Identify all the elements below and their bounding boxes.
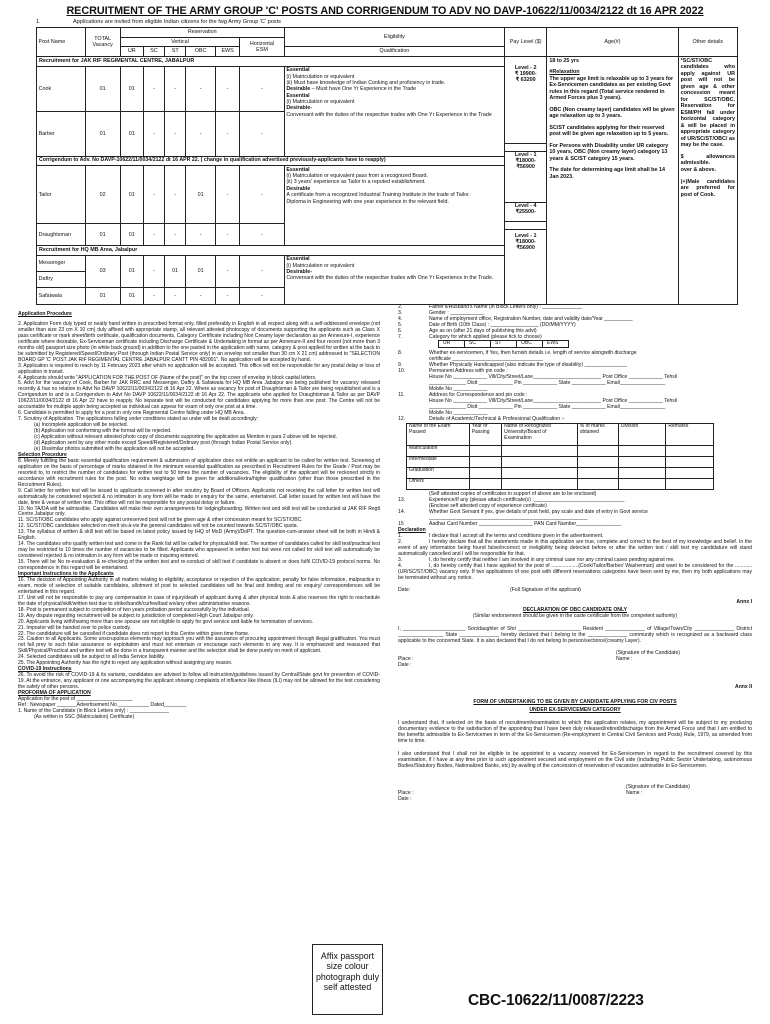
procedure-paragraph: 11. SC/ST/OBC candidates who apply against unreserved post will not be given age & other concession meant for SC/ST/OBC. [18,517,303,524]
intro-number: 1. [36,19,41,25]
procedure-paragraph: (c) Application without relevant attested photo copy of documents supporting the application as Mention in para 2 above will be rejected. [34,434,337,441]
col-vertical: Vertical [120,37,240,47]
form-field-label: Whether ex-servicemen, if Yes, then furnish details i.e. length of service alongwith discharge [429,350,637,356]
qualification-cell[interactable] [502,479,578,490]
age-line: For Persons with Disability under UR category 10 years, OBC (Non creamy layer) category 13 years & SC/ST category 15 years. [549,142,669,162]
declaration-text: I, do hereby certify that I have applied for the post of ...................(Cook/Tailor/Barber/ Washerman) and want to be considered for the ............ (UR/SC/ST/OBC) vacancy only. If two applications of one post with different reservations categories have been sent by me, then my both applications may be terminated without any notice. [398,563,752,581]
document-title: RECRUITMENT OF THE ARMY GROUP 'C' POSTS AND CORRIGENDUM TO ADV NO DAVP-10622/11/0034/2122 dt 16 APR 2022 [66,5,704,17]
qualification-row [407,468,714,479]
qualification-cell[interactable] [666,468,714,479]
esm-undertaking-title: FORM OF UNDERTAKING TO BE GIVEN BY CANDIDATE APPLYING FOR CIV POSTS [473,699,677,705]
post-barber: Barber [37,112,86,157]
esm-date-label: Date : [398,796,412,802]
form-field-number: 13. [398,497,406,503]
col-sc: SC [143,47,164,57]
cell-ews: - [215,287,239,304]
pay-level-draughtsman [505,203,546,222]
procedure-paragraph: 7. Scrutiny of Application. The applications falling under conditions stated as under will be dealt accordingly: [18,416,259,423]
form-field [398,416,752,422]
age-column [547,56,678,304]
form-field-label: Gender : ____________ [429,310,485,316]
qualification-cell[interactable] [666,457,714,468]
cell-obc: - [186,224,216,246]
qualification-cell[interactable] [469,479,501,490]
level-1-pay-high: ₹56900 [516,164,535,171]
other-detail-line: (+)Male candidates are preferred for post of Cook. [680,178,735,198]
col-qualification: Qualification [284,47,504,57]
eligibility-line: (ii) 3 years' experience as Tailor in a reputed establishment. [286,179,426,186]
form-fields-a [398,304,752,340]
cell-sc: - [143,287,164,304]
photo-affix-box [312,944,383,1015]
procedure-paragraph: 5. Advt for the vacancy of Cook, Barber for JAK RRC and Messenger, Daftry & Safaiwala for HQ MB Area Jabalpur are being published for vacancy released recently & has no relation to Advt No DAVP 10622/11/0034/2122 dt 16 Apr 22. Where as vacancy for post of Draughtsman & Tailor are being republished and is a Corrigendum to and is a Corrigendum to Advt No DAVP 10622/11/0034/2122 dt 16 Apr 22. The applicants who applied for Draughtsman & Tailor as per DAVP 10622/11/0034/2122 dt 16 Apr 22 have to reapply. No separate test will be conducted for candidates applying for more than one post. The Centre will not be accountable for multiple appln being accepted as individual can appear for exam of only one post at a time. [18,380,380,411]
cell-ur: 01 [120,112,143,157]
cell-ews: - [215,255,239,287]
qualification-row-label: Others [407,479,470,490]
eligibility-line: (i) Matriculation or equivalent pass from a recognized Board. [286,173,428,180]
post-messenger: Messenger [37,255,86,271]
age-line: The date for determining age limit shall be 14 Jan 2023. [549,167,665,180]
level-2-pay-low: ₹ 19900- [514,71,537,78]
level-1b-label: Level - 1 [514,232,537,239]
qualification-cell[interactable] [618,446,666,457]
declaration-number: 3. [398,557,403,563]
qualification-column-header: Remarks [666,424,714,446]
cell-esm: - [240,112,285,157]
eligibility-line: Desirable- [286,105,312,112]
procedure-paragraph: 4. Applicants should write "APPLICATION FOR THE POST OF (Name of the post)" on the top cover of envelop in block capital letters. [18,374,317,381]
obc-declaration-body: I, ______________________ Son/daughter of Shri ______________________ Resident ______________ of Village/Town/City ______________ District ________________ State ______________ hereby declared that I belong to the ______________ community which is recognized as a backward class applicable to the concerned State. It is also declared that I do not belong to person/sections/(creamy Layer). [398,626,752,644]
cell-obc: 01 [186,255,216,287]
cell-st: - [165,66,186,112]
procedure-paragraph: 16. The decision of Appointing Authority in all matters relating to eligibility, acceptance or rejection of the application, penalty for false information, malpractice in exam, mode of selection of suitable candidates, allotment of post to selected candidates will be final and binding and no enquiry/ correspondences will be entertained in this regard. [18,576,380,595]
application-form-column [398,304,752,802]
qualification-cell[interactable] [666,446,714,457]
annex-2-label: Annx II [735,684,752,690]
cell-esm: - [240,66,285,112]
form-field-label: Name of employment office, Registration Number, date and validity date/Year __________ [429,316,633,322]
post-safaiwala: Safaiwala [37,287,86,304]
cell-ews: - [215,166,239,224]
cell-obc: 01 [186,166,216,224]
level-1b-pay-high: ₹56900 [516,245,535,252]
form-field-label: Aadhar Card Number ___________________ PAN Card Number________________ [429,521,622,527]
qualification-row [407,446,714,457]
category-option-sc[interactable]: SC [465,341,491,348]
qualification-cell[interactable] [577,479,618,490]
level-1-label: Level - 1 [514,151,537,158]
age-line: #Relaxation [549,69,580,76]
form-field-number: 11. [398,392,405,398]
form-field-number: 5. [398,322,403,328]
qualification-column-header: % of marks obtained [577,424,618,446]
form-field-label: (Self attested copies of certificates in support of above are to be enclosed) [429,491,597,497]
category-option-obc[interactable]: OBC [517,341,543,348]
age-line: OBC (Non creamy layer) candidates will be given age relaxation up to 3 years. [549,106,675,120]
qualification-column-header: Division [618,424,666,446]
form-field-label: House No ____________ Vill/City/Street/Lane________________________ Post Office ____________ Tehsil [429,398,678,404]
cell-obc: - [186,287,216,304]
procedure-paragraph: Ref : Newspaper _______Advertisement No ___________ Dated________ [18,701,187,708]
group-jak-rif: Recruitment for JAK RIF REGIMENTAL CENTRE, JABALPUR [37,56,505,66]
declaration-heading: Declaration [398,527,426,533]
form-field-number: 10. [398,368,406,374]
qualification-cell[interactable] [469,446,501,457]
name-label: Name : [616,656,633,662]
group-hq-mb: Recruitment for HQ MB Area, Jabalpur [37,246,505,256]
cell-ews: - [215,224,239,246]
cell-ews: - [215,112,239,157]
form-field-number: 9. [398,362,403,368]
affix-line-3: photograph duly [315,971,380,982]
procedure-paragraph: 22. The candidature will be cancelled if candidate does not report to this Centre within given time frame. [18,630,250,637]
procedure-paragraph: (As written in SSC (Matriculation) Certificate) [34,713,135,720]
eligibility-line-strong: Desirable [286,86,311,93]
other-detail-line: over & above. [680,167,716,174]
esm-candidate-signature: (Signature of the Candidate) [626,784,690,790]
level-1b-pay-low: ₹18000- [515,239,536,246]
cell-st: 01 [165,255,186,287]
qualification-cell[interactable] [618,479,666,490]
form-field-label: House No ____________ Vill/City/Street/Lane________________________ Post Office ____________ Tehsil [429,374,678,380]
procedure-paragraph: Important Instructions to the Applicants [18,570,114,577]
col-horizontal-label: Horizontal [249,40,275,47]
eligibility-line: Desirable- [286,269,312,276]
affix-line-4: self attested [323,981,372,992]
cell-total: 03 [85,255,120,287]
place-label: Place : [398,656,414,662]
form-field-label: certificate ________________________________ [429,356,543,362]
obc-date-label: Date : [398,662,412,668]
procedure-paragraph: Application Procedure [18,311,72,317]
form-field-number: 7. [398,334,403,340]
cell-ur: 01 [120,66,143,112]
declaration-number: 1. [398,533,403,539]
cell-st: - [165,166,186,224]
corrigendum-row: Corrigendum to Adv. No DAVP-10622/11/0034/2122 dt 16 APR 22. ( change in qualification advertised previously-applicants have to reapply) [37,156,505,165]
form-field-label: Whether Govt Servant if yes, give details of post held, pay scale and date of entry in Govt service [429,509,648,515]
procedure-paragraph: 6. Candidate is permitted to apply for a post in only one Regimental Centre falling under HQ MB Area. [18,410,245,417]
cell-ur: 01 [120,255,143,287]
level-4-label: Level - 4 [514,202,537,209]
intro-line [36,19,686,25]
qualification-cell[interactable] [577,468,618,479]
procedure-paragraph: 21. Impostor will be handed over to police custody. [18,624,131,631]
procedure-paragraph: 19. Any dispute regarding recruitment will be subject to jurisdiction of completed High Court Jabalpur only. [18,612,254,619]
qualification-cell[interactable] [469,457,501,468]
declaration-list [398,533,752,581]
eligibility-line: Conversant with the duties of the respective trades with One Yr Experience in the Trade. [286,275,494,282]
application-procedure-column [18,312,380,721]
age-line: The upper age limit is relaxable up to 3 years for Ex-Servicemen candidates as per existing Govt rules in this regard (Total service rendered in Armed Forces plus 3 years). [549,75,674,102]
form-field-label: Whether Physically Handicapped (also indicate the type of disability) _______________ [429,362,627,368]
esm-undertaking-para-1: I understand that, if selected on the basis of recruitment/examination to which this application relates, my appointment will be subject to my producing documentary evidence to the satisfaction of the appointing that I have been duly released/retired/discharge from the Armed Force and that I am entitled to the benefits admissible to Ex-Servicemen in term of the Ex-Servicemen (Re-employment in Central Civil Services and Posts) Rule, 1979, as amended from time to time. [398,720,752,744]
qualification-column-header: Name of the Exam Passed [407,424,470,446]
form-field-label: _____________ Distt ____________ Pin ____________ State ____________ Email________________ [429,380,666,386]
affix-line-2: size colour [326,961,369,972]
declaration-text: I hereby declare that all the statements made in this application are true, complete and correct to the best of my knowledge and belief. In the event of any information being found false/incorrect or ineligibility being detected before or after the written test / skill test my candidature will stand automatically cancelled and I will be responsible for that. [398,539,752,557]
pay-level-cook-barber [505,65,546,144]
eligibility-cook-barber [284,66,504,156]
qualification-cell[interactable] [666,479,714,490]
cell-esm: - [240,255,285,287]
procedure-paragraph: (b) Application not conforming with the format will be rejected. [34,428,172,435]
eligibility-line: Desirable [286,185,311,192]
col-reservation: Reservation [120,28,284,38]
cell-ur: 01 [120,166,143,224]
qualification-column-header: Name of Recognized University/Board of Examination [502,424,578,446]
col-post-name: Post Name [37,28,86,57]
cell-ews: - [215,66,239,112]
qualification-cell[interactable] [618,457,666,468]
eligibility-tailor-draughtsman [284,166,504,246]
form-field-number: 3. [398,310,403,316]
post-draughtsman: Draughtsman [37,224,86,246]
cell-st: - [165,112,186,157]
form-field-number: 8. [398,350,403,356]
qualification-table [406,423,714,490]
cell-st: - [165,224,186,246]
obc-candidate-signature: (Signature of the Candidate) [616,650,680,656]
obc-declaration-title: DECLARATION OF OBC CANDIDATE ONLY [522,607,628,613]
declaration-text: I declare that I accept all the terms and conditions given in the advertisement. [429,533,604,539]
age-line: 18 to 25 yrs [549,57,580,64]
affix-line-1: Affix passport [320,951,375,961]
qualification-cell[interactable] [502,457,578,468]
qualification-row [407,479,714,490]
procedure-paragraph: 9. Call letter for written test will be issued to applicants screened in after scrutiny by Board of Officers. Applicants not receiving the call letter for written test will automatically be considered rejected & no intimation in any form will be made or enquiry for the same, entertained. Call letter issued for written test will have the date, time & venue of written test. This office will not be responsible for any postal delay or failure. [18,487,380,506]
qualification-cell[interactable] [577,446,618,457]
pay-level-column [505,56,547,304]
pay-level-tailor [505,152,546,203]
qualification-row-label: Matriculation [407,446,470,457]
cell-esm: - [240,166,285,224]
qualification-cell[interactable] [469,468,501,479]
applicant-signature-label: (Full Signature of the applicant) [510,587,581,593]
cell-sc: - [143,255,164,287]
other-details-column [678,56,737,304]
category-option-ur[interactable]: UR [439,341,465,348]
form-field-label: Date of Birth (10th Class) : _________________ (DD/MM/YYYY) [429,322,576,328]
cell-st: - [165,287,186,304]
eligibility-line: Conversant with the duties of the respective trades with One Yr Experience in the Trade [286,111,492,118]
cell-obc: - [186,66,216,112]
col-ews: EWS [215,47,239,57]
annex-1-label: Annx I [736,599,752,605]
esm-undertaking-para-2: I also understand that I shall not be eligible to be appointed to a vacancy reserved for Ex-Servicemen in regard to the recruitment covered by this examination, if I have at any time prior to such appointment secured and employment on the Civil side (including Public Sector Undertaking, autonomous Bodies/Statutory Bodies, Nationalized Banks, etc) by availing of the concession of reservation of vacancies admissible to Ex-Servicemen. [398,751,752,769]
form-field-label: _____________ Distt ____________ Pin ____________ State ____________ Email________________ [429,404,666,410]
qualification-row [407,457,714,468]
procedure-paragraph: 26. To avoid the risk of COVID-19 & its variants, candidates are advised to follow all instruction/guidelines issued by Central/State govt for prevention of COVID-19. At the entrance, any applicant or one accompanying the applicant showing complaints of influence like illness (ILI) may not be allowed for the test considering the safety of other persons. [18,672,380,691]
eligibility-line: (i) Matriculation or equivalent [286,73,355,80]
form-field-number: 6. [398,328,403,334]
procedure-paragraph: 17. Unit will not be responsible to pay any compensation in case of injury/death of applicant during & after physical tests & also reserves the right to reschedule the date of physical/skill/written test due to strike/bandh/curfew/bad wx/any other administrative reasons. [18,594,380,607]
procedure-paragraph: 23. Caution to all Applicants. Some unscrupulous elements may approach you with the assurance of procuring appointment through illegal gratification. You must not fall prey to such false assurance or exploitation and must not entertain or encourage such elements in any way. It is emphasized and reassured that Skill/Physical/Practical and written test will be done in a transparent manner and the selection shall be done purely on merit of applicant. [18,636,380,655]
form-field-label: Father's/Husband's Name (in Block Letters only) : ______________ [429,304,582,310]
procedure-paragraph: 25. The Appointing Authority has the right to reject any application without assigning any reason. [18,660,233,667]
col-total-vacancy: TOTAL Vacancy [85,28,120,57]
cell-sc: - [143,224,164,246]
form-field-label: Details of Academic/Technical & Professional Qualification :- [429,416,565,422]
eligibility-line-tail: – Must have One Yr Experience in the Trade [310,86,417,93]
obc-declaration-subtitle: (Similar endorsement should be given in the caste certificate from the competent authority) [472,613,678,619]
eligibility-hq-mb [284,255,504,304]
procedure-paragraph: Selection Procedure [18,451,67,458]
eligibility-line: (i) Matriculation or equivalent [286,262,355,269]
procedure-paragraph: 12. SC/ST/OBC candidates selected on merit vis-à-vis the general candidates will not be counted towards SC/ST/OBC quota. [18,523,298,530]
procedure-paragraph: 14. The candidates who qualify written test and come in the Rank list will be called for physical/skill test. The number of candidates called for skill test/practical test may be restricted to 10 times the number of vacancies to be filled. Applicants who appeared in written test but were not called for skill test will automatically be considered rejected & no intimation in any form will be made or inquiring entered. [18,541,380,560]
category-option-ews[interactable]: EWS [543,341,569,348]
vacancy-table [36,27,738,305]
form-field-label: Mobile No ____________ [429,410,488,416]
col-age: Age(#) [547,28,678,57]
col-eligibility: Eligibility [284,28,504,47]
cell-total: 01 [85,112,120,157]
form-fields-b [398,350,752,422]
form-field-label: Permanent Address with pin code : [429,368,508,374]
form-field-number: 12. [398,416,406,422]
declaration-number: 4. [398,563,403,569]
level-2-label: Level - 2 [514,64,537,71]
col-other-details: Other details [678,28,737,57]
esm-undertaking-subtitle: UNDER EX-SERVICEMEN CATEGORY [529,707,621,713]
form-field-label: Category for which applied (please tick to choose) [429,334,542,340]
cell-total: 01 [85,224,120,246]
qualification-cell[interactable] [577,457,618,468]
eligibility-line: (ii) Must have knowledge of Indian Cooking and proficiency in trade. [286,79,446,86]
cell-sc: - [143,66,164,112]
col-st: ST [165,47,186,57]
qualification-cell[interactable] [618,468,666,479]
form-field-number: 4. [398,316,403,322]
form-field-label: Address for Correspondence and pin code : [429,392,528,398]
eligibility-line: Essential [286,67,310,74]
form-field-number: 15 [398,521,404,527]
age-line: SC/ST candidates applying for their reserved post will be given age relaxation up to 5 years. [549,124,669,138]
form-field-label: Mobile No ____________ [429,386,488,392]
col-ur: UR [120,47,143,57]
procedure-paragraph: 10. No TA/DA will be admissible. Candidates will make their own arrangements for lodging/boarding. Written test and skill test will be conducted at JAK RIF Regtl Centre Jabalpur only. [18,505,380,518]
eligibility-line: (i) Matriculation or equivalent [286,98,355,105]
cell-total: 01 [85,66,120,112]
level-2-pay-high: ₹ 63200 [515,77,536,84]
pay-level-messenger [505,230,546,304]
name-label: Name : [626,790,643,796]
form-field-label: Experience/If any (please attach certificate(s) :________________________________ [429,497,625,503]
cell-esm: - [240,224,285,246]
form-field-label: Age as on (after 21 days of publishing this advt) [429,328,537,334]
cell-obc: - [186,112,216,157]
procedure-paragraph: (e) Dissimilar photos submitted with the application will not be accepted. [34,445,195,452]
declaration-text: I, do hereby certify that neither I am involved in any criminal case nor any criminal cases pending against me. [429,557,675,563]
qualification-column-header: Year of Passing [469,424,501,446]
procedure-paragraph: Application for the post of ____________________ [18,696,133,702]
other-detail-line: $ allowances admissible. [680,153,735,167]
category-boxes [438,340,569,348]
post-tailor: Tailor [37,166,86,224]
procedure-paragraph: COVID-19 Instructions [18,666,72,673]
procedure-paragraph: 2. Application Form duly typed or neatly hand written in prescribed format only, filled preferably in English in all respect along with a self-addressed envelope (not smaller than size 23 cm X 10 cm) duly affixed with appropriate stamp, all relevant attested photocopy of documents supporting the applicants such as Class X pass certificate or mark sheet/birth certificate, qualification documents, Category Certificate including Non Creamy layer declaration as per Annexure-I, experience certificate where desirable, Ex-Serviceman certificate including Discharge Certificate & Undertaking in format as per Annexure-II and four recent (not more than 3 months old) passport size photo (in white back ground) in addition to the one pasted in the application with name, category & post applied for written at the back to be submitted by Registered/Speed/Ordinary Post (through Indian Postal Service only) in an envelop not smaller than 30 cm X 21 cm) addressed to "SELECTION BOARD GP 'C' POST JAK RIF REGIMENTAL CENTRE JABALPUR CANTT PIN 482001". No application will be accepted by hand. [18,320,380,363]
cell-total: 02 [85,166,120,224]
form-fields-c [398,491,752,527]
procedure-paragraph: 1. Name of the Candidate (in Block Letters only) : ______________ [18,707,169,714]
form-field-number: 2. [398,304,403,310]
col-obc: OBC [186,47,216,57]
eligibility-line: Essential [286,166,310,173]
signature-line [398,587,752,593]
level-4-pay-low: ₹25500- [515,209,536,216]
eligibility-line: A certificate from a recognized Industrial Training Institute in the trade of Tailor. [286,192,470,199]
procedure-paragraph: 20. Applicants living with/having more than one spouse are not eligible to apply for govt service and liable for termination of services. [18,618,314,625]
qualification-cell[interactable] [502,468,578,479]
level-1-pay-low: ₹18000- [515,158,536,165]
cell-sc: - [143,166,164,224]
other-detail-line: *SC/ST/OBC candidates who apply against UR post will not be given age & other concession meant for SC/ST/OBC. Reservation for ESM/PH fall under horizontal category & will be placed in appropriate category of UR/SC/ST/OBC/ as may be the case. [680,57,735,149]
col-pay-level: Pay Level ($) [505,28,547,57]
cell-esm: - [240,287,285,304]
post-cook: Cook [37,66,86,112]
procedure-paragraph: 3. Application is required to reach by 11 February 2023 after which no application will be accepted. This office will not be responsible for any postal delay or loss of application in transit. [18,362,380,375]
declaration-item [398,563,752,581]
eligibility-line: Diploma in Engineering with one year experience in the relevant field. [286,198,449,205]
advertisement-code: CBC-10622/11/0087/2223 [468,992,644,1009]
procedure-paragraph: (a) Incomplete application will be rejected. [34,422,128,429]
procedure-paragraph: 8. Merely fulfilling the basic essential qualification requirement & submission of application does not entitle an applicant to be called for written test. Screening of application on the basis of percentage of marks obtained in the minimum essential qualification as prescribed in Recruitment Rules for the Grade / Post may be resorted to, to restrict the number of candidates for written test to 50 times the number of vacancies. The eligibility of the applicant will be reckoned strictly in accordance with recruitment rules for the post. No extra weightage will be given for additional/extra/higher qualification (other than those prescribed in the Recruitment Rules). [18,457,380,488]
post-daftry: Daftry [37,271,86,287]
qualification-row-label: Graduation [407,468,470,479]
qualification-cell[interactable] [502,446,578,457]
procedure-paragraph: 13. The syllabus of written & skill test will be based on latest policy issued by IHQ of MoD (Army)/DoPT. The question-cum-answer sheet will be both in Hindi & English. [18,529,380,542]
category-option-st[interactable]: ST [491,341,517,348]
procedure-paragraph: 15. There will be No re-evaluation & re-checking of the written test and re-conduct of skill test if candidate is absent or does fulfil COVID-19 protocol norms. No correspondence in this regard will be entertained. [18,559,380,572]
qualification-row-label: Intermediate [407,457,470,468]
form-field-label: ________________________________________________________ [429,515,588,521]
procedure-paragraph: (d) Application sent by any other mode except Speed/Registered/Ordinary post (through Indian Postal Service only). [34,440,293,447]
cell-total: 01 [85,287,120,304]
declaration-item [398,539,752,557]
eligibility-line: Essential [286,92,310,99]
intro-text: Applications are invited from eligible Indian citizens for the fwg Army Group 'C' posts [73,19,281,25]
qualification-header [407,424,714,446]
procedure-paragraph: 24. Selected candidates will be subject to all India Service liability. [18,654,165,661]
form-field-label: (Enclose self attested copy of experience certificate) [429,503,547,509]
form-field-number: 14. [398,509,406,515]
col-horizontal [240,37,285,56]
category-choice-row [398,340,752,349]
procedure-paragraph: 18. Post is permanent subject to completion of two years probation period successfully by the individual. [18,606,251,613]
place-label: Place : [398,790,414,796]
procedure-paragraph: PROFORMA OF APPLICATION [18,690,91,697]
eligibility-line: Essential [286,256,310,263]
cell-sc: - [143,112,164,157]
col-esm: ESM [256,46,268,53]
declaration-number: 2. [398,539,403,545]
cell-ur: 01 [120,224,143,246]
cell-ur: 01 [120,287,143,304]
date-label: Date: [398,587,411,593]
